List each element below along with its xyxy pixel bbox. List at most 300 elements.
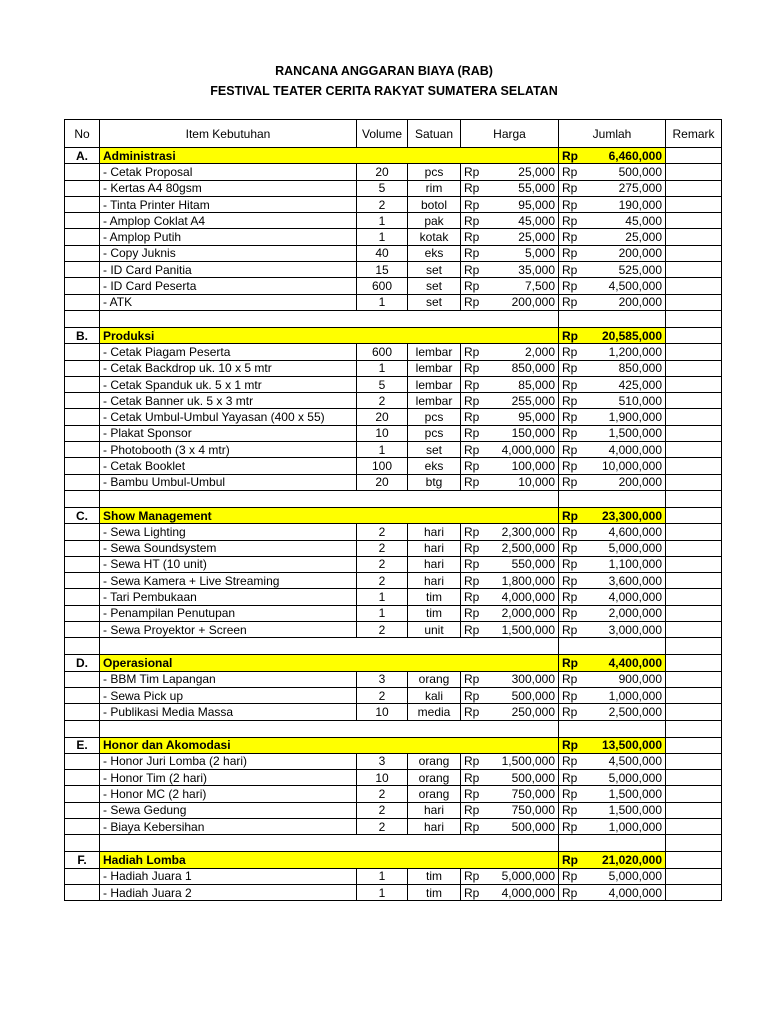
item-name: - Cetak Proposal <box>100 164 357 180</box>
item-jumlah: 25,000 <box>585 229 666 245</box>
item-name: - Honor Tim (2 hari) <box>100 770 357 786</box>
item-jumlah: 45,000 <box>585 213 666 229</box>
item-name: - Honor Juri Lomba (2 hari) <box>100 753 357 769</box>
jumlah-currency: Rp <box>559 442 585 458</box>
item-harga: 35,000 <box>487 262 559 278</box>
item-jumlah: 190,000 <box>585 196 666 212</box>
item-row <box>65 458 722 474</box>
item-number <box>65 524 100 540</box>
harga-currency: Rp <box>461 425 487 441</box>
item-satuan: set <box>408 294 461 310</box>
item-name: - Cetak Booklet <box>100 458 357 474</box>
section-remark <box>666 327 722 343</box>
harga-currency: Rp <box>461 671 487 687</box>
item-satuan: hari <box>408 573 461 589</box>
item-name: - Sewa Proyektor + Screen <box>100 622 357 638</box>
item-satuan: tim <box>408 868 461 884</box>
item-remark <box>666 376 722 392</box>
item-satuan: kotak <box>408 229 461 245</box>
item-name: - Tinta Printer Hitam <box>100 196 357 212</box>
item-number <box>65 868 100 884</box>
item-number <box>65 442 100 458</box>
item-number <box>65 458 100 474</box>
section-currency: Rp <box>559 507 585 523</box>
item-row <box>65 196 722 212</box>
item-name: - Cetak Piagam Peserta <box>100 344 357 360</box>
item-harga: 750,000 <box>487 786 559 802</box>
item-harga: 95,000 <box>487 196 559 212</box>
harga-currency: Rp <box>461 802 487 818</box>
item-remark <box>666 393 722 409</box>
item-number <box>65 245 100 261</box>
item-name: - Bambu Umbul-Umbul <box>100 474 357 490</box>
item-volume: 2 <box>357 573 408 589</box>
harga-currency: Rp <box>461 229 487 245</box>
item-number <box>65 213 100 229</box>
item-number <box>65 687 100 703</box>
item-satuan: tim <box>408 605 461 621</box>
item-name: - Amplop Putih <box>100 229 357 245</box>
harga-currency: Rp <box>461 589 487 605</box>
spacer-no <box>65 310 100 327</box>
item-name: - Cetak Backdrop uk. 10 x 5 mtr <box>100 360 357 376</box>
jumlah-currency: Rp <box>559 360 585 376</box>
item-row <box>65 360 722 376</box>
section-currency: Rp <box>559 737 585 753</box>
item-row <box>65 294 722 310</box>
item-volume: 2 <box>357 802 408 818</box>
item-name: - Plakat Sponsor <box>100 425 357 441</box>
item-harga: 500,000 <box>487 818 559 834</box>
item-volume: 10 <box>357 704 408 720</box>
item-number <box>65 589 100 605</box>
item-row <box>65 818 722 834</box>
item-volume: 10 <box>357 770 408 786</box>
item-remark <box>666 868 722 884</box>
item-name: - Tari Pembukaan <box>100 589 357 605</box>
harga-currency: Rp <box>461 442 487 458</box>
item-name: - Kertas A4 80gsm <box>100 180 357 196</box>
item-name: - Penampilan Penutupan <box>100 605 357 621</box>
item-remark <box>666 213 722 229</box>
item-jumlah: 200,000 <box>585 474 666 490</box>
item-jumlah: 510,000 <box>585 393 666 409</box>
item-harga: 2,000,000 <box>487 605 559 621</box>
section-total: 13,500,000 <box>585 737 666 753</box>
item-name: - Hadiah Juara 1 <box>100 868 357 884</box>
harga-currency: Rp <box>461 687 487 703</box>
section-currency: Rp <box>559 852 585 868</box>
item-volume: 3 <box>357 671 408 687</box>
header-item: Item Kebutuhan <box>100 120 357 148</box>
item-row <box>65 213 722 229</box>
item-name: - Cetak Umbul-Umbul Yayasan (400 x 55) <box>100 409 357 425</box>
item-remark <box>666 704 722 720</box>
section-row <box>65 507 722 523</box>
item-number <box>65 164 100 180</box>
spacer-no <box>65 720 100 737</box>
section-name: Produksi <box>100 327 559 343</box>
jumlah-currency: Rp <box>559 524 585 540</box>
item-volume: 1 <box>357 605 408 621</box>
item-name: - Honor MC (2 hari) <box>100 786 357 802</box>
spacer-no <box>65 835 100 852</box>
item-remark <box>666 786 722 802</box>
item-harga: 850,000 <box>487 360 559 376</box>
item-jumlah: 4,000,000 <box>585 589 666 605</box>
item-remark <box>666 556 722 572</box>
item-jumlah: 2,000,000 <box>585 605 666 621</box>
item-volume: 1 <box>357 868 408 884</box>
item-row <box>65 442 722 458</box>
item-row <box>65 704 722 720</box>
item-remark <box>666 425 722 441</box>
item-harga: 500,000 <box>487 770 559 786</box>
item-remark <box>666 196 722 212</box>
item-name: - Sewa Pick up <box>100 687 357 703</box>
item-remark <box>666 884 722 900</box>
jumlah-currency: Rp <box>559 753 585 769</box>
item-harga: 1,500,000 <box>487 753 559 769</box>
item-number <box>65 393 100 409</box>
item-jumlah: 4,500,000 <box>585 753 666 769</box>
item-remark <box>666 180 722 196</box>
section-total: 23,300,000 <box>585 507 666 523</box>
item-number <box>65 704 100 720</box>
section-number: E. <box>65 737 100 753</box>
jumlah-currency: Rp <box>559 393 585 409</box>
section-total: 21,020,000 <box>585 852 666 868</box>
item-volume: 10 <box>357 425 408 441</box>
section-name: Operasional <box>100 655 559 671</box>
harga-currency: Rp <box>461 556 487 572</box>
budget-table <box>64 119 722 901</box>
item-harga: 45,000 <box>487 213 559 229</box>
section-number: A. <box>65 148 100 164</box>
item-jumlah: 4,500,000 <box>585 278 666 294</box>
harga-currency: Rp <box>461 164 487 180</box>
item-jumlah: 275,000 <box>585 180 666 196</box>
item-row <box>65 245 722 261</box>
item-volume: 1 <box>357 442 408 458</box>
item-number <box>65 884 100 900</box>
item-jumlah: 850,000 <box>585 360 666 376</box>
item-satuan: hari <box>408 818 461 834</box>
jumlah-currency: Rp <box>559 164 585 180</box>
jumlah-currency: Rp <box>559 196 585 212</box>
item-name: - ATK <box>100 294 357 310</box>
item-jumlah: 1,500,000 <box>585 425 666 441</box>
item-satuan: hari <box>408 802 461 818</box>
section-name: Administrasi <box>100 148 559 164</box>
item-number <box>65 180 100 196</box>
item-satuan: hari <box>408 556 461 572</box>
item-volume: 1 <box>357 229 408 245</box>
section-remark <box>666 737 722 753</box>
section-row <box>65 737 722 753</box>
item-volume: 2 <box>357 524 408 540</box>
item-number <box>65 474 100 490</box>
jumlah-currency: Rp <box>559 573 585 589</box>
section-row <box>65 148 722 164</box>
item-volume: 2 <box>357 687 408 703</box>
section-row <box>65 327 722 343</box>
item-volume: 2 <box>357 786 408 802</box>
item-jumlah: 3,600,000 <box>585 573 666 589</box>
item-number <box>65 344 100 360</box>
item-volume: 1 <box>357 884 408 900</box>
jumlah-currency: Rp <box>559 818 585 834</box>
item-volume: 5 <box>357 180 408 196</box>
jumlah-currency: Rp <box>559 229 585 245</box>
item-harga: 7,500 <box>487 278 559 294</box>
item-jumlah: 1,500,000 <box>585 786 666 802</box>
item-row <box>65 556 722 572</box>
item-row <box>65 884 722 900</box>
item-jumlah: 1,500,000 <box>585 802 666 818</box>
jumlah-currency: Rp <box>559 622 585 638</box>
item-row <box>65 229 722 245</box>
item-number <box>65 802 100 818</box>
item-number <box>65 753 100 769</box>
item-name: - Sewa Lighting <box>100 524 357 540</box>
section-total: 4,400,000 <box>585 655 666 671</box>
item-row <box>65 262 722 278</box>
item-name: - Cetak Banner uk. 5 x 3 mtr <box>100 393 357 409</box>
section-currency: Rp <box>559 148 585 164</box>
spacer-item <box>100 490 559 507</box>
item-harga: 200,000 <box>487 294 559 310</box>
harga-currency: Rp <box>461 393 487 409</box>
item-row <box>65 802 722 818</box>
item-satuan: tim <box>408 589 461 605</box>
item-remark <box>666 294 722 310</box>
item-remark <box>666 278 722 294</box>
item-harga: 95,000 <box>487 409 559 425</box>
item-remark <box>666 474 722 490</box>
header-remark: Remark <box>666 120 722 148</box>
item-satuan: set <box>408 442 461 458</box>
item-jumlah: 525,000 <box>585 262 666 278</box>
item-volume: 1 <box>357 213 408 229</box>
section-number: F. <box>65 852 100 868</box>
harga-currency: Rp <box>461 524 487 540</box>
item-satuan: lembar <box>408 360 461 376</box>
document-title: RANCANA ANGGARAN BIAYA (RAB) <box>275 64 493 78</box>
item-number <box>65 425 100 441</box>
jumlah-currency: Rp <box>559 245 585 261</box>
item-name: - Cetak Spanduk uk. 5 x 1 mtr <box>100 376 357 392</box>
spacer-jumlah <box>559 638 666 655</box>
item-remark <box>666 164 722 180</box>
item-satuan: lembar <box>408 376 461 392</box>
item-volume: 2 <box>357 540 408 556</box>
jumlah-currency: Rp <box>559 409 585 425</box>
item-satuan: kali <box>408 687 461 703</box>
item-row <box>65 376 722 392</box>
harga-currency: Rp <box>461 704 487 720</box>
item-jumlah: 10,000,000 <box>585 458 666 474</box>
item-remark <box>666 409 722 425</box>
jumlah-currency: Rp <box>559 344 585 360</box>
item-satuan: hari <box>408 540 461 556</box>
item-satuan: btg <box>408 474 461 490</box>
section-currency: Rp <box>559 655 585 671</box>
item-row <box>65 622 722 638</box>
harga-currency: Rp <box>461 213 487 229</box>
jumlah-currency: Rp <box>559 589 585 605</box>
item-jumlah: 1,100,000 <box>585 556 666 572</box>
item-number <box>65 376 100 392</box>
item-harga: 4,000,000 <box>487 442 559 458</box>
item-jumlah: 4,600,000 <box>585 524 666 540</box>
item-harga: 55,000 <box>487 180 559 196</box>
harga-currency: Rp <box>461 294 487 310</box>
item-row <box>65 393 722 409</box>
item-harga: 5,000,000 <box>487 868 559 884</box>
item-volume: 2 <box>357 556 408 572</box>
item-jumlah: 5,000,000 <box>585 540 666 556</box>
jumlah-currency: Rp <box>559 376 585 392</box>
header-volume: Volume <box>357 120 408 148</box>
item-row <box>65 180 722 196</box>
item-jumlah: 425,000 <box>585 376 666 392</box>
item-row <box>65 409 722 425</box>
item-name: - Sewa Kamera + Live Streaming <box>100 573 357 589</box>
spacer-item <box>100 720 559 737</box>
item-satuan: tim <box>408 884 461 900</box>
item-satuan: media <box>408 704 461 720</box>
item-harga: 5,000 <box>487 245 559 261</box>
item-number <box>65 294 100 310</box>
harga-currency: Rp <box>461 360 487 376</box>
harga-currency: Rp <box>461 409 487 425</box>
header-satuan: Satuan <box>408 120 461 148</box>
item-number <box>65 770 100 786</box>
item-jumlah: 200,000 <box>585 294 666 310</box>
item-jumlah: 1,000,000 <box>585 687 666 703</box>
item-remark <box>666 753 722 769</box>
spacer-no <box>65 490 100 507</box>
item-name: - Sewa Soundsystem <box>100 540 357 556</box>
jumlah-currency: Rp <box>559 671 585 687</box>
item-number <box>65 196 100 212</box>
jumlah-currency: Rp <box>559 868 585 884</box>
spacer-jumlah <box>559 835 666 852</box>
item-name: - ID Card Peserta <box>100 278 357 294</box>
jumlah-currency: Rp <box>559 213 585 229</box>
item-number <box>65 556 100 572</box>
item-remark <box>666 605 722 621</box>
jumlah-currency: Rp <box>559 605 585 621</box>
jumlah-currency: Rp <box>559 704 585 720</box>
item-remark <box>666 458 722 474</box>
item-remark <box>666 687 722 703</box>
item-satuan: rim <box>408 180 461 196</box>
harga-currency: Rp <box>461 605 487 621</box>
item-volume: 1 <box>357 294 408 310</box>
item-satuan: eks <box>408 245 461 261</box>
item-row <box>65 770 722 786</box>
item-name: - Sewa Gedung <box>100 802 357 818</box>
item-remark <box>666 360 722 376</box>
spacer-jumlah <box>559 720 666 737</box>
item-harga: 4,000,000 <box>487 884 559 900</box>
item-satuan: lembar <box>408 393 461 409</box>
item-volume: 100 <box>357 458 408 474</box>
item-row <box>65 753 722 769</box>
section-number: B. <box>65 327 100 343</box>
item-remark <box>666 818 722 834</box>
item-harga: 1,800,000 <box>487 573 559 589</box>
item-row <box>65 868 722 884</box>
section-remark <box>666 507 722 523</box>
item-harga: 2,500,000 <box>487 540 559 556</box>
item-harga: 150,000 <box>487 425 559 441</box>
item-satuan: set <box>408 262 461 278</box>
item-satuan: eks <box>408 458 461 474</box>
section-total: 20,585,000 <box>585 327 666 343</box>
spacer-remark <box>666 310 722 327</box>
item-volume: 600 <box>357 278 408 294</box>
item-volume: 1 <box>357 360 408 376</box>
item-volume: 3 <box>357 753 408 769</box>
item-harga: 550,000 <box>487 556 559 572</box>
section-number: D. <box>65 655 100 671</box>
spacer-row <box>65 310 722 327</box>
item-satuan: lembar <box>408 344 461 360</box>
header-harga: Harga <box>461 120 559 148</box>
document-subtitle: FESTIVAL TEATER CERITA RAKYAT SUMATERA SELATAN <box>210 84 558 98</box>
item-number <box>65 605 100 621</box>
item-remark <box>666 770 722 786</box>
item-harga: 300,000 <box>487 671 559 687</box>
header-row <box>65 120 722 148</box>
item-volume: 2 <box>357 622 408 638</box>
item-harga: 25,000 <box>487 164 559 180</box>
item-satuan: orang <box>408 786 461 802</box>
harga-currency: Rp <box>461 573 487 589</box>
item-remark <box>666 802 722 818</box>
section-remark <box>666 655 722 671</box>
item-remark <box>666 573 722 589</box>
harga-currency: Rp <box>461 622 487 638</box>
jumlah-currency: Rp <box>559 802 585 818</box>
harga-currency: Rp <box>461 884 487 900</box>
item-harga: 750,000 <box>487 802 559 818</box>
jumlah-currency: Rp <box>559 540 585 556</box>
spacer-item <box>100 835 559 852</box>
spacer-jumlah <box>559 490 666 507</box>
harga-currency: Rp <box>461 278 487 294</box>
item-remark <box>666 622 722 638</box>
item-volume: 20 <box>357 409 408 425</box>
spacer-remark <box>666 720 722 737</box>
item-row <box>65 573 722 589</box>
item-remark <box>666 344 722 360</box>
item-number <box>65 671 100 687</box>
item-jumlah: 500,000 <box>585 164 666 180</box>
item-row <box>65 278 722 294</box>
item-row <box>65 786 722 802</box>
item-volume: 20 <box>357 474 408 490</box>
section-remark <box>666 852 722 868</box>
jumlah-currency: Rp <box>559 770 585 786</box>
item-volume: 600 <box>357 344 408 360</box>
item-remark <box>666 245 722 261</box>
item-satuan: pcs <box>408 164 461 180</box>
item-harga: 100,000 <box>487 458 559 474</box>
